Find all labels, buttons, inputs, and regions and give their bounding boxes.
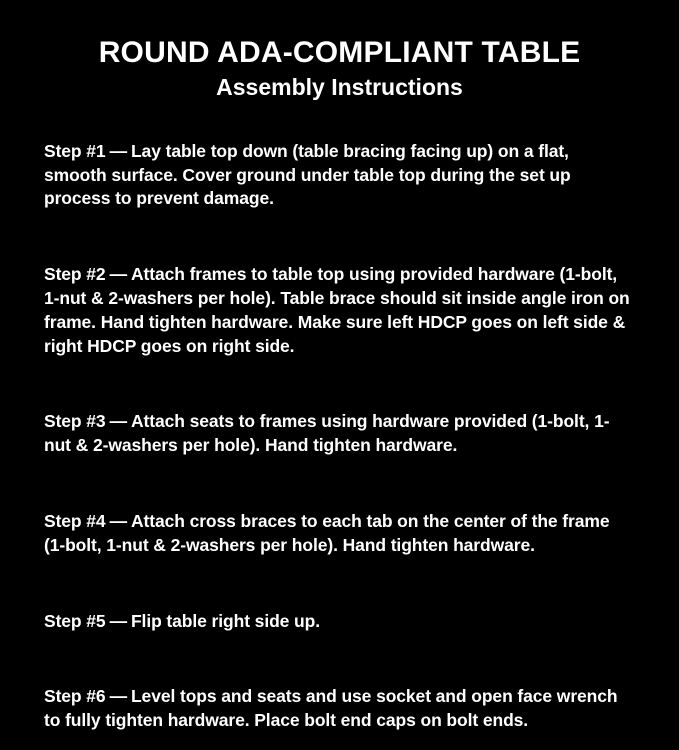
step-label: Step #1 bbox=[44, 140, 106, 161]
page-subtitle: Assembly Instructions bbox=[216, 74, 463, 100]
step-label: Step #4 bbox=[44, 510, 106, 531]
step-text: Lay table top down (table bracing facing up) on a flat, smooth surface. Cover ground under table top during the set up process to prevent damage. bbox=[44, 140, 571, 209]
step-dash: — bbox=[109, 140, 127, 161]
page-title: ROUND ADA-COMPLIANT TABLE bbox=[98, 36, 581, 69]
step-label: Step #2 bbox=[44, 264, 106, 285]
step-text: Flip table right side up. bbox=[130, 610, 321, 631]
steps-list bbox=[44, 122, 635, 750]
step-label: Step #3 bbox=[44, 411, 106, 432]
step-text: Level tops and seats and use socket and open face wrench to fully tighten hardware. Place bolt end caps on bolt ends. bbox=[44, 686, 618, 731]
step-text: Attach seats to frames using hardware provided (1-bolt, 1-nut & 2-washers per hole). Hand tighten hardware. bbox=[44, 411, 610, 456]
step-dash: — bbox=[109, 411, 127, 432]
step-text: Attach frames to table top using provided hardware (1-bolt, 1-nut & 2-washers per hole). Table brace should sit inside angle iron on frame. Hand tighten hardware. Make sure left HDCP goes on left side & right HDCP goes on right side. bbox=[44, 264, 630, 356]
list-item bbox=[44, 410, 635, 458]
step-label: Step #5 bbox=[44, 610, 106, 631]
step-text: Attach cross braces to each tab on the center of the frame (1-bolt, 1-nut & 2-washers per hole). Hand tighten hardware. bbox=[44, 510, 610, 555]
step-dash: — bbox=[109, 686, 127, 707]
list-item bbox=[44, 610, 635, 634]
step-dash: — bbox=[109, 610, 127, 631]
list-item bbox=[44, 263, 635, 358]
step-dash: — bbox=[109, 510, 127, 531]
step-dash: — bbox=[109, 264, 127, 285]
step-label: Step #6 bbox=[44, 686, 106, 707]
list-item bbox=[44, 510, 635, 558]
list-item bbox=[44, 685, 635, 733]
list-item bbox=[44, 140, 635, 211]
